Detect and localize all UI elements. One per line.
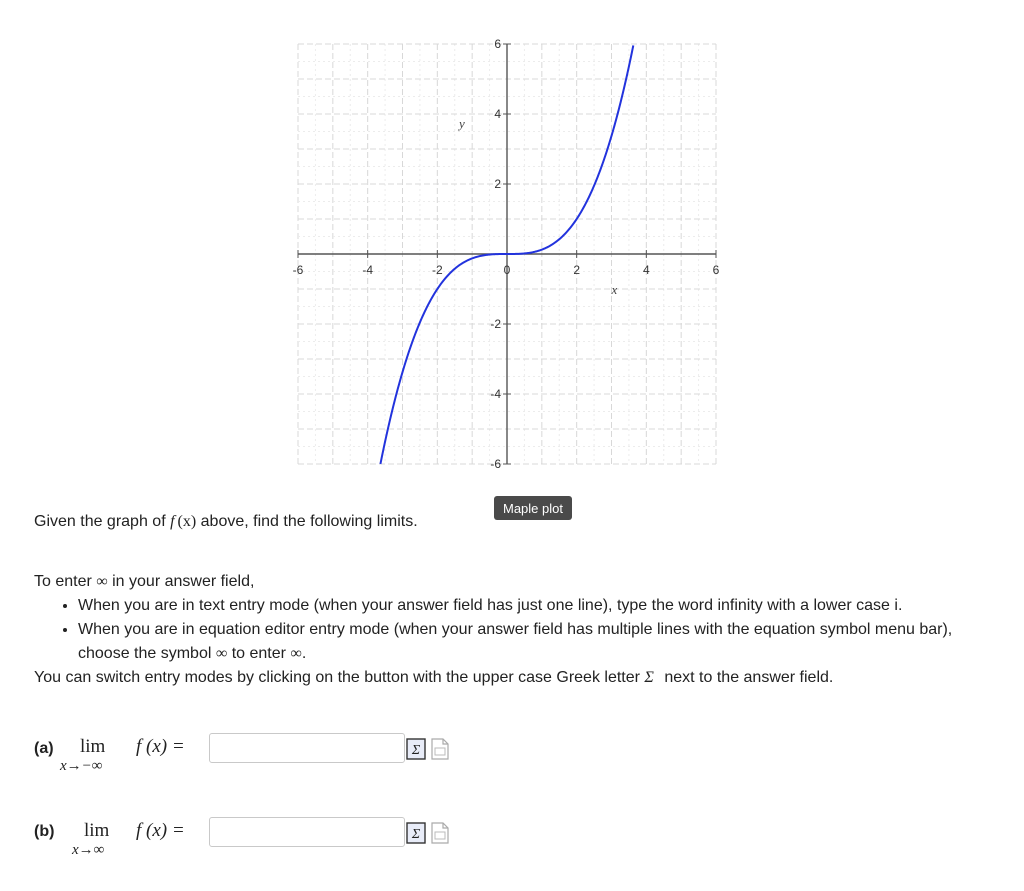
- question-b-label: (b): [34, 823, 55, 840]
- infinity-symbol: ∞: [215, 645, 228, 662]
- instructions: [34, 570, 994, 690]
- switch-after: next to the answer field.: [659, 669, 834, 686]
- instructions-line1: [34, 570, 994, 594]
- lim-subscript: x→−∞: [60, 758, 103, 774]
- sigma-symbol: Σ: [644, 669, 654, 686]
- svg-text:Σ: Σ: [411, 743, 421, 758]
- question-a-label: (a): [34, 740, 54, 757]
- intro-text-before: Given the graph of: [34, 513, 171, 530]
- x-tick-label: -4: [362, 263, 374, 277]
- list-item: [78, 618, 994, 666]
- line1-before: To enter: [34, 573, 97, 590]
- y-axis-label: y: [459, 116, 465, 131]
- question-b-limit: [72, 820, 110, 858]
- y-tick-label: -2: [490, 317, 501, 331]
- x-tick-label: 6: [712, 263, 720, 277]
- x-axis-label: x: [611, 282, 618, 297]
- infinity-symbol: ∞: [96, 573, 108, 590]
- y-tick-label: -4: [490, 387, 501, 401]
- svg-text:Σ: Σ: [411, 827, 421, 842]
- question-a-limit: [60, 736, 106, 774]
- intro-text-after: above, find the following limits.: [196, 513, 418, 530]
- lim-operator: lim: [80, 736, 106, 757]
- question-a-expr: f (x) =: [136, 736, 185, 757]
- bullet2-mid: to enter: [227, 645, 291, 662]
- y-tick-label: 4: [494, 107, 501, 121]
- bullet2-before: When you are in equation editor entry mode (when your answer field has multiple lines with the equation symbol menu bar), choose the symbol: [78, 621, 953, 662]
- lim-subscript: x→∞: [72, 842, 105, 858]
- switch-before: You can switch entry modes by clicking on the button with the upper case Greek letter: [34, 669, 645, 686]
- equation-editor-icon[interactable]: [406, 822, 426, 844]
- y-tick-label: 2: [494, 177, 501, 191]
- x-tick-label: 0: [503, 263, 511, 277]
- maple-plot-button[interactable]: Maple plot: [494, 496, 572, 520]
- answer-input-b[interactable]: [209, 817, 405, 847]
- x-tick-label: -6: [292, 263, 304, 277]
- equation-editor-icon[interactable]: [406, 738, 426, 760]
- instructions-switch: [34, 666, 994, 690]
- line1-after: in your answer field,: [107, 573, 255, 590]
- intro-func: f: [170, 513, 175, 530]
- list-item: • When you are in text entry mode (when your answer field has just one line), type the word infinity with a lower case i.: [78, 594, 994, 618]
- x-tick-label: 4: [642, 263, 650, 277]
- answer-input-a[interactable]: [209, 733, 405, 763]
- y-tick-label: -6: [490, 457, 501, 471]
- problem-intro: [34, 513, 418, 531]
- lim-operator: lim: [84, 820, 110, 841]
- intro-arg: (x): [177, 513, 197, 530]
- help-page-icon[interactable]: [430, 738, 450, 760]
- infinity-symbol: ∞: [290, 645, 302, 662]
- x-tick-label: -2: [431, 263, 443, 277]
- bullet2-end: .: [301, 645, 307, 662]
- x-tick-label: 2: [573, 263, 581, 277]
- instructions-list: [34, 594, 994, 666]
- y-tick-label: 6: [494, 37, 501, 51]
- question-b-expr: f (x) =: [136, 820, 185, 841]
- help-page-icon[interactable]: [430, 822, 450, 844]
- function-plot: [0, 0, 760, 480]
